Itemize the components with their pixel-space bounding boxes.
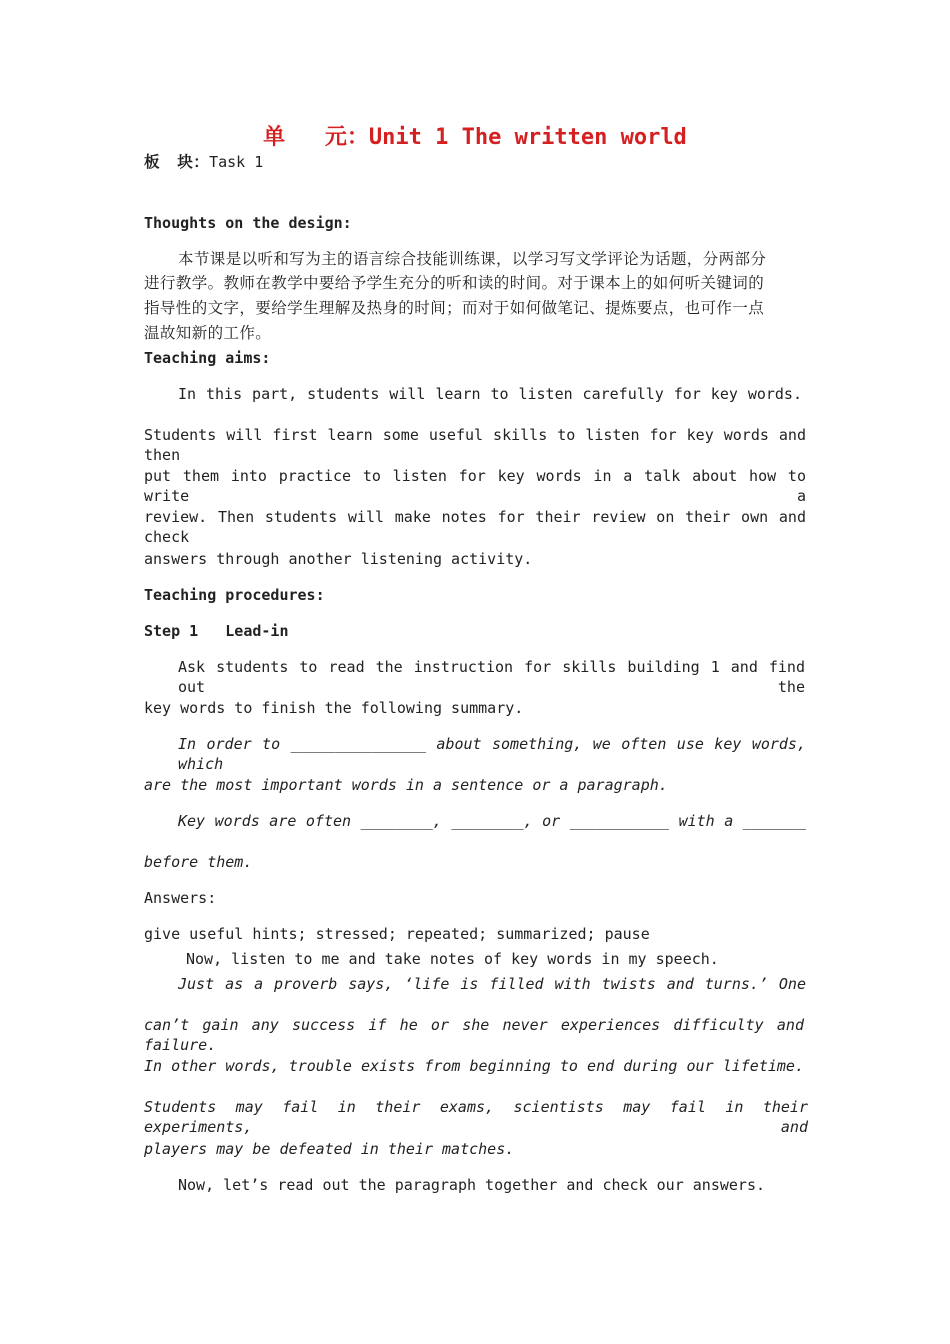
aims-line: Students will first learn some useful skills to listen for key words and then <box>144 426 806 464</box>
speech-line: Students may fail in their exams, scientists may fail in their experiments, and <box>144 1098 808 1136</box>
aims-line: answers through another listening activity. <box>144 550 533 568</box>
speech-line: Just as a proverb says, ‘life is filled with twists and turns.’ One <box>178 975 806 993</box>
design-line: 指导性的文字，要给学生理解及热身的时间；而对于如何做笔记、提炼要点，也可作一点 <box>144 299 765 317</box>
design-line: 进行教学。教师在教学中要给予学生充分的听和读的时间。对于课本上的如何听关键词的 <box>144 274 765 292</box>
closing-line: Now, let’s read out the paragraph together and check our answers. <box>178 1176 765 1194</box>
summary-line: before them. <box>144 853 253 871</box>
speech-line: In other words, trouble exists from beginning to end during our lifetime. <box>144 1057 804 1075</box>
unit-title-line <box>0 124 950 152</box>
procedures-heading: Teaching procedures: <box>144 586 325 604</box>
speech-line: can’t gain any success if he or she never experiences difficulty and failure. <box>144 1016 804 1054</box>
answers-text: give useful hints; stressed; repeated; summarized; pause <box>144 925 650 943</box>
design-line: 温故知新的工作。 <box>144 324 272 342</box>
aims-line: In this part, students will learn to listen carefully for key words. <box>178 385 802 403</box>
answers-label: Answers: <box>144 889 217 907</box>
unit-label: 单 元： <box>263 125 369 150</box>
block-label: 板 块： <box>144 153 210 171</box>
block-line <box>144 152 263 172</box>
aims-line: review. Then students will make notes for their review on their own and check <box>144 508 806 546</box>
instruction-line: key words to finish the following summary. <box>144 699 524 717</box>
design-line: 本节课是以听和写为主的语言综合技能训练课，以学习写文学评论为话题，分两部分 <box>178 250 767 268</box>
design-heading: Thoughts on the design: <box>144 214 352 232</box>
summary-line: Key words are often ________, ________, or ___________ with a _______ <box>178 812 806 830</box>
instruction-line: Ask students to read the instruction for skills building 1 and find out the <box>178 658 805 696</box>
summary-line: In order to _______________ about something, we often use key words, which <box>178 735 806 773</box>
aims-line: put them into practice to listen for key words in a talk about how to write a <box>144 467 806 505</box>
speech-line: players may be defeated in their matches. <box>144 1140 515 1158</box>
block-value: Task 1 <box>209 153 264 171</box>
unit-title: Unit 1 The written world <box>368 125 687 150</box>
step1-heading: Step 1 Lead-in <box>144 622 289 640</box>
summary-line: are the most important words in a sentence or a paragraph. <box>144 776 668 794</box>
listen-instruction: Now, listen to me and take notes of key words in my speech. <box>186 950 719 968</box>
aims-heading: Teaching aims: <box>144 349 271 367</box>
